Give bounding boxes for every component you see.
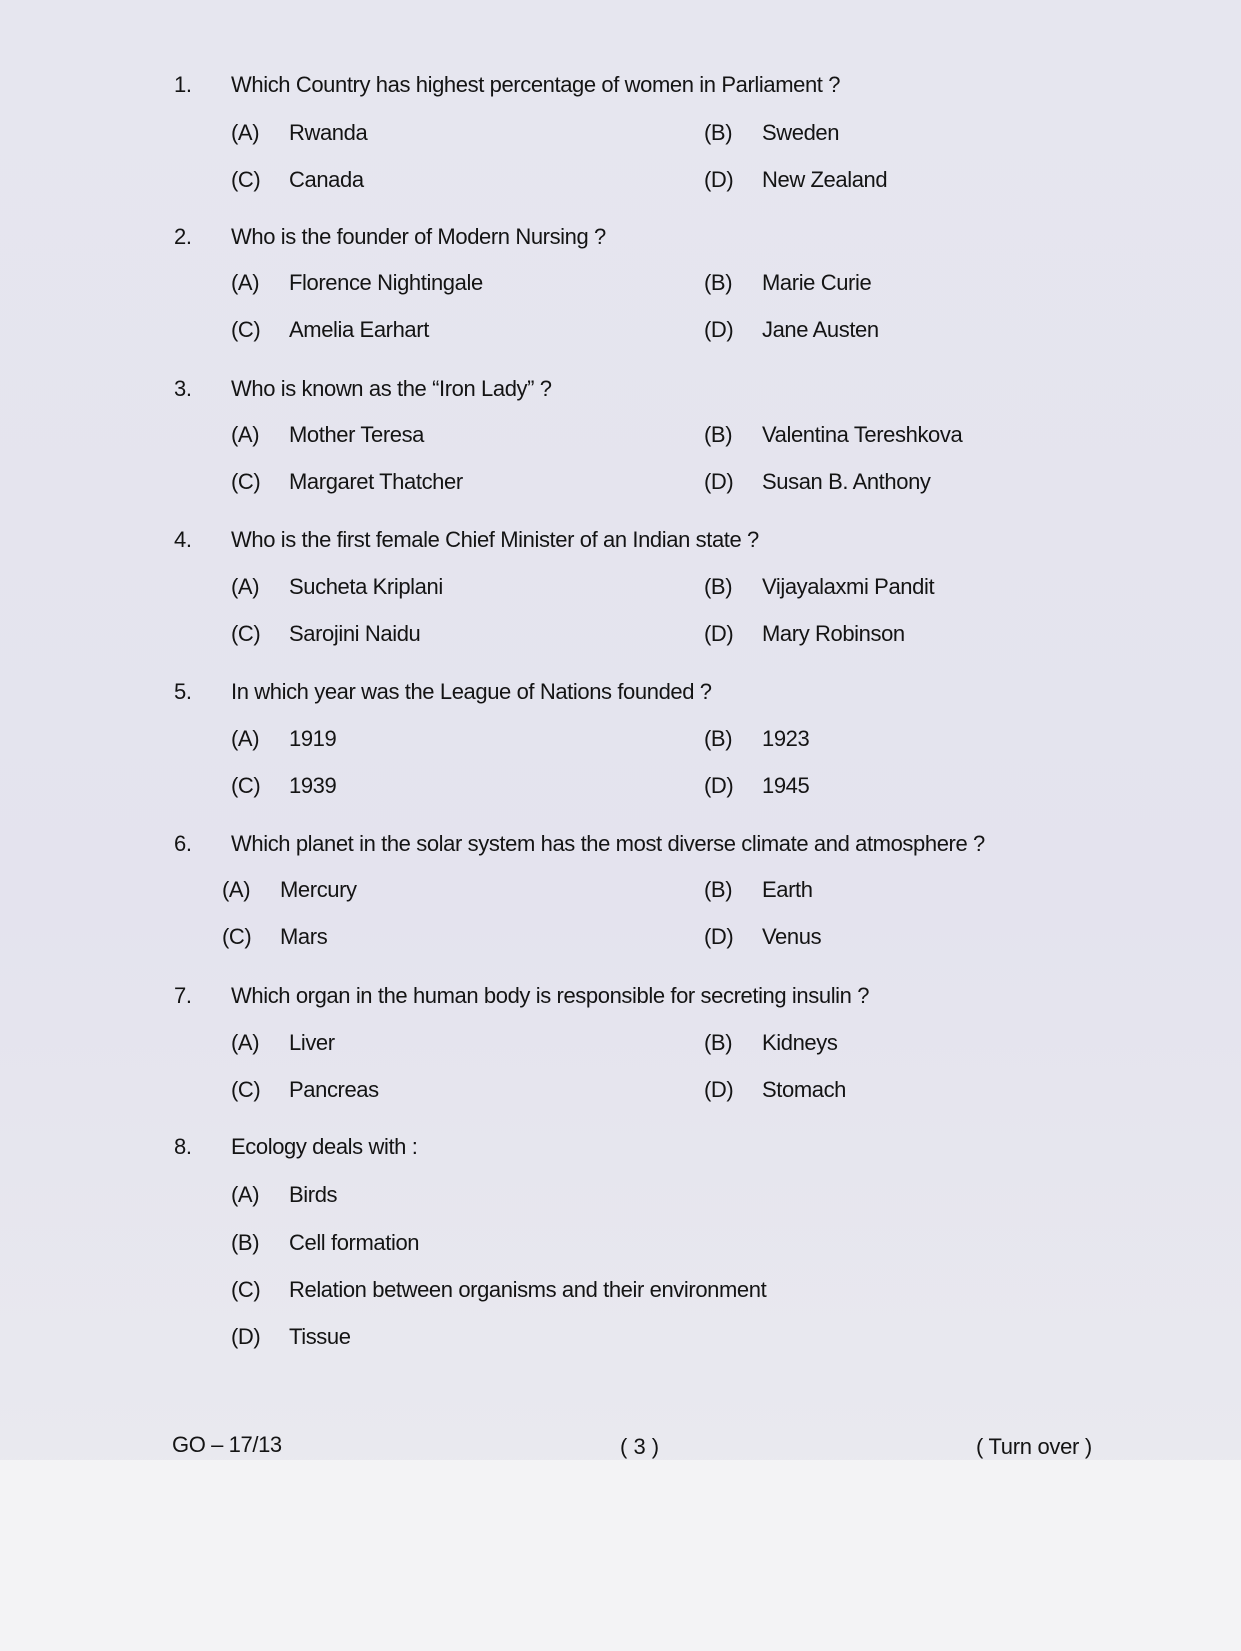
option-letter: (C) (231, 1277, 261, 1302)
option-letter: (B) (704, 120, 733, 145)
option-letter: (C) (231, 773, 261, 798)
option-text: 1919 (289, 726, 337, 751)
turn-over-note: ( Turn over ) (976, 1434, 1092, 1459)
question-number: 4. (174, 527, 192, 552)
option-text: Mary Robinson (762, 621, 905, 646)
option-letter: (A) (222, 877, 251, 902)
option-text: Susan B. Anthony (762, 469, 931, 494)
option-text: 1923 (762, 726, 810, 751)
option-letter: (A) (231, 1182, 260, 1207)
option-letter: (B) (704, 270, 733, 295)
option-letter: (C) (222, 924, 252, 949)
paper-code: GO – 17/13 (172, 1432, 282, 1457)
option-letter: (C) (231, 469, 261, 494)
question-number: 5. (174, 679, 192, 704)
option-text: Margaret Thatcher (289, 469, 463, 494)
option-letter: (C) (231, 317, 261, 342)
option-letter: (B) (704, 422, 733, 447)
question-number: 8. (174, 1134, 192, 1159)
question-number: 7. (174, 983, 192, 1008)
option-text: Valentina Tereshkova (762, 422, 963, 447)
question-number: 6. (174, 831, 192, 856)
question-text: Who is the founder of Modern Nursing ? (231, 224, 606, 249)
option-letter: (D) (704, 167, 734, 192)
option-letter: (A) (231, 1030, 260, 1055)
option-text: Sucheta Kriplani (289, 574, 443, 599)
option-text: Vijayalaxmi Pandit (762, 574, 935, 599)
option-text: Florence Nightingale (289, 270, 483, 295)
option-letter: (C) (231, 1077, 261, 1102)
option-text: Tissue (289, 1324, 351, 1349)
option-letter: (B) (704, 1030, 733, 1055)
option-letter: (D) (231, 1324, 261, 1349)
option-letter: (A) (231, 270, 260, 295)
option-text: Mercury (280, 877, 357, 902)
option-text: Liver (289, 1030, 335, 1055)
question-text: Who is known as the “Iron Lady” ? (231, 376, 552, 401)
question-number: 1. (174, 72, 192, 97)
option-text: Canada (289, 167, 364, 192)
option-letter: (C) (231, 621, 261, 646)
option-text: Birds (289, 1182, 338, 1207)
question-text: Ecology deals with : (231, 1134, 418, 1159)
question-text: Which Country has highest percentage of women in Parliament ? (231, 72, 841, 97)
question-text: Who is the first female Chief Minister of an Indian state ? (231, 527, 759, 552)
option-text: Sweden (762, 120, 840, 145)
option-letter: (B) (704, 726, 733, 751)
option-letter: (A) (231, 120, 260, 145)
question-text: In which year was the League of Nations founded ? (231, 679, 712, 704)
option-letter: (B) (704, 574, 733, 599)
option-text: Mars (280, 924, 328, 949)
question-number: 2. (174, 224, 192, 249)
option-text: Jane Austen (762, 317, 879, 342)
option-letter: (C) (231, 167, 261, 192)
option-letter: (A) (231, 574, 260, 599)
option-text: Marie Curie (762, 270, 872, 295)
option-text: Pancreas (289, 1077, 379, 1102)
option-text: Rwanda (289, 120, 368, 145)
option-text: Amelia Earhart (289, 317, 429, 342)
option-text: 1939 (289, 773, 337, 798)
option-text: Kidneys (762, 1030, 838, 1055)
question-text: Which planet in the solar system has the most diverse climate and atmosphere ? (231, 831, 985, 856)
option-letter: (D) (704, 621, 734, 646)
option-text: New Zealand (762, 167, 888, 192)
option-text: Relation between organisms and their environment (289, 1277, 767, 1302)
option-text: Mother Teresa (289, 422, 425, 447)
option-text: Sarojini Naidu (289, 621, 421, 646)
option-text: Cell formation (289, 1230, 420, 1255)
option-text: Venus (762, 924, 822, 949)
option-letter: (D) (704, 317, 734, 342)
option-letter: (B) (704, 877, 733, 902)
option-letter: (D) (704, 469, 734, 494)
option-letter: (D) (704, 773, 734, 798)
option-text: Stomach (762, 1077, 847, 1102)
option-letter: (A) (231, 726, 260, 751)
question-text: Which organ in the human body is responsible for secreting insulin ? (231, 983, 870, 1008)
option-letter: (D) (704, 1077, 734, 1102)
page-bottom-margin (0, 1460, 1241, 1651)
option-letter: (D) (704, 924, 734, 949)
option-text: 1945 (762, 773, 810, 798)
option-letter: (A) (231, 422, 260, 447)
option-letter: (B) (231, 1230, 260, 1255)
question-number: 3. (174, 376, 192, 401)
option-text: Earth (762, 877, 813, 902)
page-number: ( 3 ) (620, 1434, 660, 1459)
